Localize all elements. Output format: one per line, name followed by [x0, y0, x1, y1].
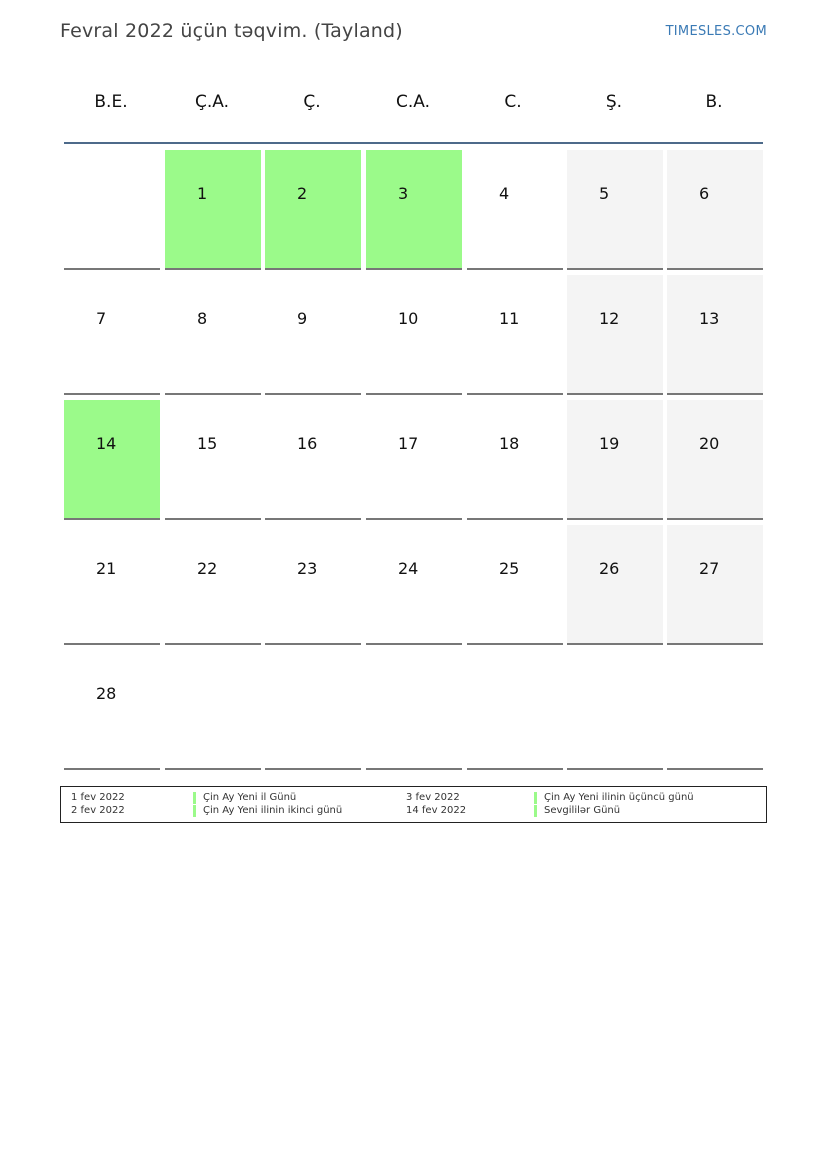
- calendar-day-cell: [667, 275, 763, 395]
- weekday-label: C.A.: [395, 92, 430, 112]
- legend-date: 1 fev 2022: [71, 792, 125, 803]
- calendar-day-cell: [667, 400, 763, 520]
- calendar-day-cell: [667, 525, 763, 645]
- day-number: 12: [599, 309, 620, 328]
- weekday-label: Ç.A.: [194, 92, 229, 112]
- calendar-day-cell: [366, 525, 462, 645]
- day-number: 26: [599, 559, 620, 578]
- day-number: 20: [699, 434, 720, 453]
- header-divider: [64, 142, 763, 144]
- calendar-day-cell: [165, 275, 261, 395]
- day-number: 6: [699, 184, 710, 203]
- day-number: 19: [599, 434, 620, 453]
- day-number: 23: [297, 559, 318, 578]
- calendar-day-cell: [265, 150, 361, 270]
- calendar-day-cell: [567, 650, 663, 770]
- day-number: 10: [398, 309, 419, 328]
- calendar-day-cell: [467, 150, 563, 270]
- day-number: 1: [197, 184, 208, 203]
- day-number: 18: [499, 434, 520, 453]
- calendar-day-cell: [366, 275, 462, 395]
- weekday-label: C.: [504, 92, 522, 112]
- page-title: Fevral 2022 üçün təqvim. (Tayland): [60, 20, 403, 42]
- calendar-day-cell: [64, 400, 160, 520]
- day-number: 2: [297, 184, 308, 203]
- legend-date: 14 fev 2022: [406, 805, 467, 816]
- weekday-header: [63, 92, 764, 116]
- calendar-day-cell: [567, 275, 663, 395]
- calendar-day-cell: [165, 400, 261, 520]
- calendar-day-cell: [366, 400, 462, 520]
- calendar-day-cell: [667, 150, 763, 270]
- calendar-day-cell: [64, 150, 160, 270]
- day-number: 25: [499, 559, 520, 578]
- day-number: 21: [96, 559, 117, 578]
- legend-holiday-name: Çin Ay Yeni il Günü: [193, 792, 296, 804]
- calendar-day-cell: [165, 650, 261, 770]
- weekday-label: B.: [705, 92, 723, 112]
- calendar-day-cell: [467, 275, 563, 395]
- legend-holiday-name: Sevgililər Günü: [534, 805, 620, 817]
- calendar-day-cell: [567, 400, 663, 520]
- weekday-label: Ç.: [303, 92, 321, 112]
- calendar-day-cell: [64, 275, 160, 395]
- legend-date: 3 fev 2022: [406, 792, 460, 803]
- calendar-day-cell: [567, 525, 663, 645]
- weekday-label: Ş.: [605, 92, 623, 112]
- day-number: 5: [599, 184, 610, 203]
- legend-holiday-name: Çin Ay Yeni ilinin ikinci günü: [193, 805, 342, 817]
- day-number: 17: [398, 434, 419, 453]
- calendar-day-cell: [165, 525, 261, 645]
- day-number: 16: [297, 434, 318, 453]
- weekday-label: B.E.: [94, 92, 128, 112]
- day-number: 15: [197, 434, 218, 453]
- calendar-day-cell: [64, 650, 160, 770]
- calendar-day-cell: [366, 650, 462, 770]
- day-number: 8: [197, 309, 208, 328]
- site-link[interactable]: TIMESLES.COM: [665, 24, 767, 39]
- legend-holiday-name: Çin Ay Yeni ilinin üçüncü günü: [534, 792, 694, 804]
- day-number: 24: [398, 559, 419, 578]
- legend-date: 2 fev 2022: [71, 805, 125, 816]
- day-number: 9: [297, 309, 308, 328]
- calendar-day-cell: [265, 525, 361, 645]
- calendar-day-cell: [667, 650, 763, 770]
- calendar-day-cell: [265, 400, 361, 520]
- day-number: 14: [96, 434, 117, 453]
- day-number: 7: [96, 309, 107, 328]
- calendar-day-cell: [64, 525, 160, 645]
- calendar-day-cell: [265, 650, 361, 770]
- day-number: 3: [398, 184, 409, 203]
- calendar-day-cell: [467, 525, 563, 645]
- day-number: 27: [699, 559, 720, 578]
- holiday-legend: [60, 786, 767, 823]
- day-number: 4: [499, 184, 510, 203]
- day-number: 13: [699, 309, 720, 328]
- calendar-day-cell: [467, 400, 563, 520]
- day-number: 28: [96, 684, 117, 703]
- day-number: 22: [197, 559, 218, 578]
- calendar-day-cell: [567, 150, 663, 270]
- calendar-day-cell: [265, 275, 361, 395]
- day-number: 11: [499, 309, 520, 328]
- calendar-day-cell: [165, 150, 261, 270]
- calendar-day-cell: [366, 150, 462, 270]
- calendar-day-cell: [467, 650, 563, 770]
